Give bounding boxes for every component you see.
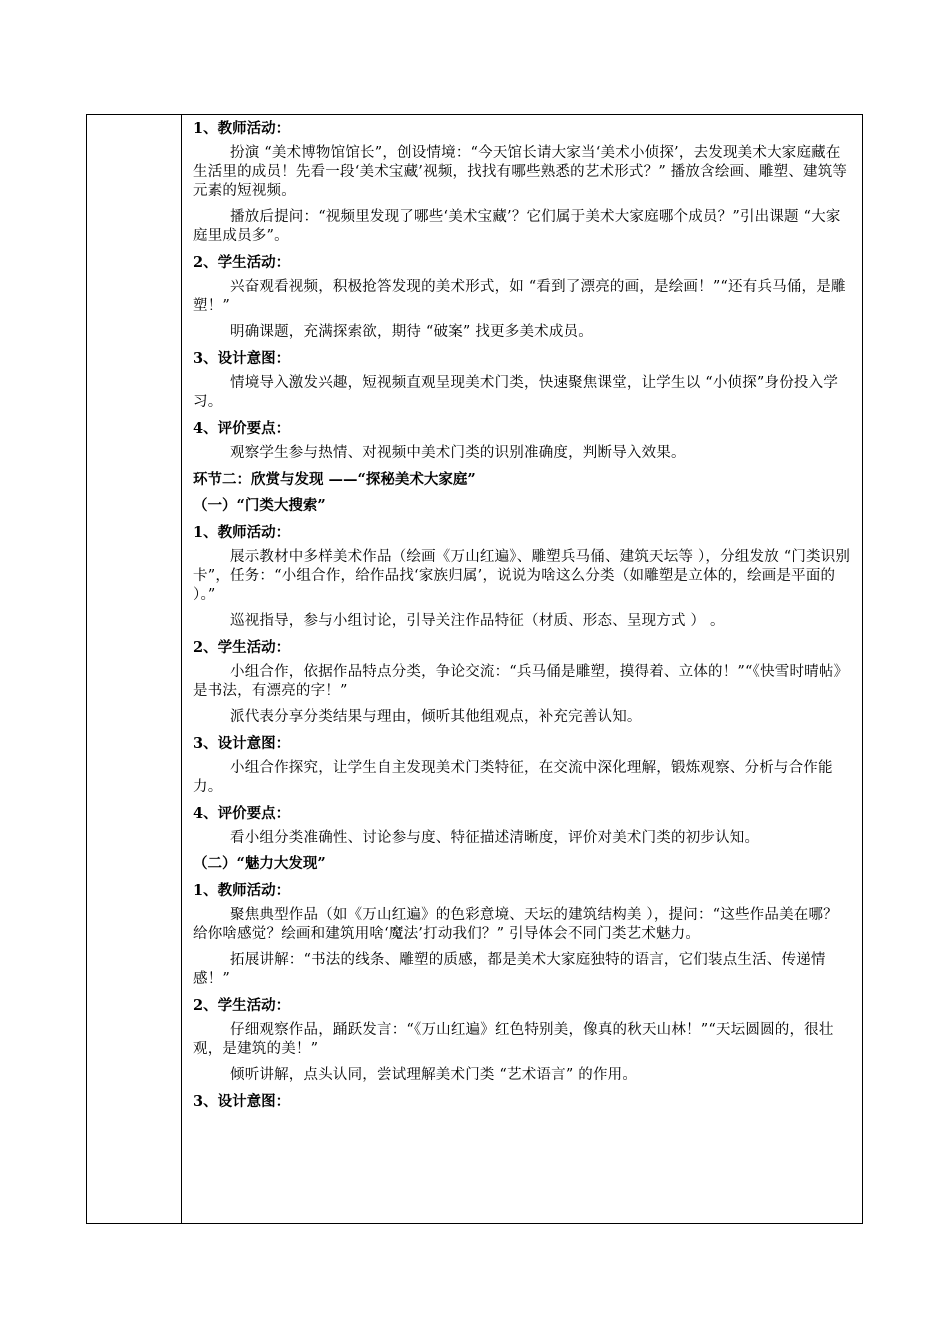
paragraph: 情境导入激发兴趣，短视频直观呈现美术门类，快速聚焦课堂，让学生以 “小侦探”身份投入学习。 xyxy=(193,375,839,410)
lesson-plan-table xyxy=(86,114,863,1224)
section-heading: 2、学生活动： xyxy=(193,997,291,1014)
paragraph: 播放后提问：“视频里发现了哪些‘美术宝藏’？它们属于美术大家庭哪个成员？”引出课题 “大家庭里成员多”。 xyxy=(193,209,841,244)
paragraph: 兴奋观看视频，积极抢答发现的美术形式，如 “看到了漂亮的画，是绘画！”“还有兵马俑，是雕塑！” xyxy=(193,279,846,314)
section-heading: 1、教师活动： xyxy=(193,882,291,899)
paragraph: 明确课题，充满探索欲，期待 “破案” 找更多美术成员。 xyxy=(230,324,593,340)
paragraph: 扮演 “美术博物馆馆长”，创设情境：“今天馆长请大家当‘美术小侦探’，去发现美术大家庭藏在生活里的成员！先看一段‘美术宝藏’视频，找找有哪些熟悉的艺术形式？” 播放含绘画、雕塑、建筑等元素的短视频。 xyxy=(193,145,848,199)
section-heading: 3、设计意图： xyxy=(193,350,291,367)
table-content-cell xyxy=(193,119,851,1112)
paragraph: 小组合作，依据作品特点分类，争论交流：“兵马俑是雕塑，摸得着、立体的！”“《快雪时晴帖》是书法，有漂亮的字！” xyxy=(193,664,849,699)
subsection-heading: （二）“魅力大发现” xyxy=(193,855,326,872)
section-heading: 1、教师活动： xyxy=(193,524,291,541)
paragraph: 看小组分类准确性、讨论参与度、特征描述清晰度，评价对美术门类的初步认知。 xyxy=(230,830,760,846)
section-heading: 2、学生活动： xyxy=(193,254,291,271)
paragraph: 观察学生参与热情、对视频中美术门类的识别准确度，判断导入效果。 xyxy=(230,445,686,461)
section-heading: 1、教师活动： xyxy=(193,120,291,137)
section-heading: 3、设计意图： xyxy=(193,1093,291,1110)
section-heading: 3、设计意图： xyxy=(193,735,291,752)
paragraph: 仔细观察作品，踊跃发言：“《万山红遍》红色特别美，像真的秋天山林！”“天坛圆圆的，很壮观，是建筑的美！” xyxy=(193,1022,834,1057)
paragraph: 展示教材中多样美术作品（绘画《万山红遍》、雕塑兵马俑、建筑天坛等 ），分组发放 “门类识别卡”，任务：“小组合作，给作品找‘家族归属’，说说为啥这么分类（如雕塑是立体的，绘画是平面的 ）。” xyxy=(193,549,851,603)
paragraph: 巡视指导，参与小组讨论，引导关注作品特征（材质、形态、呈现方式 ） 。 xyxy=(230,613,725,629)
column-divider xyxy=(181,115,182,1223)
section-heading: 4、评价要点： xyxy=(193,420,291,437)
section-heading: 2、学生活动： xyxy=(193,639,291,656)
paragraph: 小组合作探究，让学生自主发现美术门类特征，在交流中深化理解，锻炼观察、分析与合作能力。 xyxy=(193,760,833,795)
paragraph: 倾听讲解，点头认同，尝试理解美术门类 “艺术语言” 的作用。 xyxy=(230,1067,638,1083)
section-heading: 4、评价要点： xyxy=(193,805,291,822)
paragraph: 拓展讲解：“书法的线条、雕塑的质感，都是美术大家庭独特的语言，它们装点生活、传递情感！” xyxy=(193,952,826,987)
section-heading: 环节二：欣赏与发现 ——“探秘美术大家庭” xyxy=(193,471,476,488)
paragraph: 派代表分享分类结果与理由，倾听其他组观点，补充完善认知。 xyxy=(230,709,642,725)
paragraph: 聚焦典型作品（如《万山红遍》的色彩意境、天坛的建筑结构美 ），提问：“这些作品美在哪？给你啥感觉？绘画和建筑用啥‘魔法’打动我们？” 引导体会不同门类艺术魅力。 xyxy=(193,907,838,942)
subsection-heading: （一）“门类大搜索” xyxy=(193,497,326,514)
